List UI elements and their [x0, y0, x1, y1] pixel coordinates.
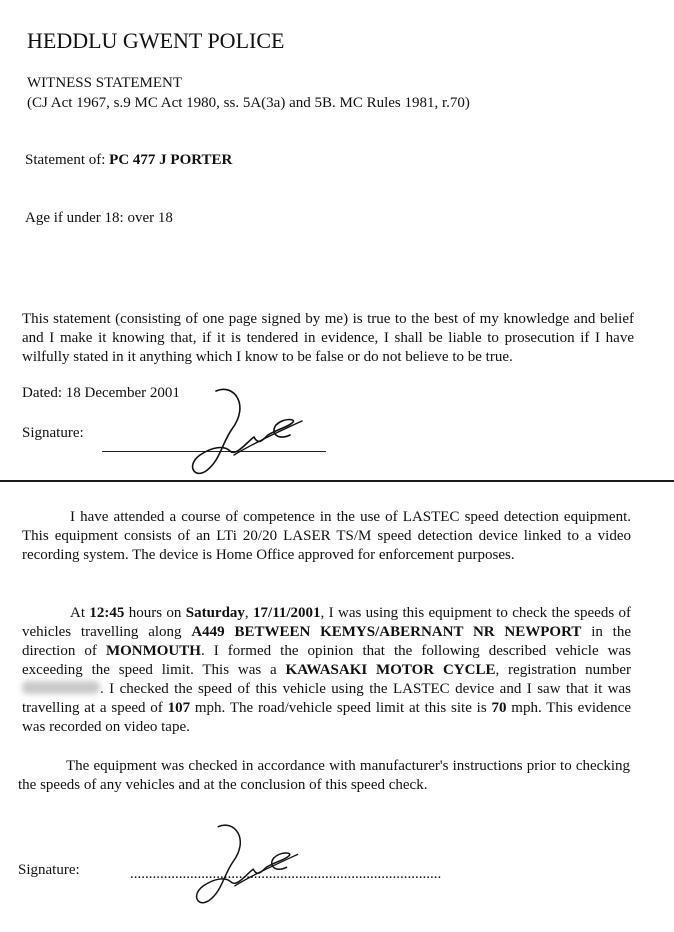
declaration-text: This statement (consisting of one page signed by me) is true to the best of my knowledge and belief and I make it knowing that, if it is tendered in evidence, I shall be liable to prosecution if I have wilfully stated in it anything which I know to be false or do not believe to be true.: [22, 311, 634, 365]
signature-bottom-dots: ...................................................................................: [130, 866, 442, 882]
dated-value: 18 December 2001: [65, 385, 180, 401]
speed-value: 107: [167, 700, 191, 716]
body-paragraph-3: The equipment was checked in accordance with manufacturer's instructions prior to checking the speeds of any vehicles and at the conclusion of this speed check.: [18, 758, 630, 793]
signature-top-mark: [180, 385, 310, 480]
direction-value: MONMOUTH: [105, 643, 201, 659]
section-divider: [0, 480, 674, 482]
legal-reference: (CJ Act 1967, s.9 MC Act 1980, ss. 5A(3a) and 5B. MC Rules 1981, r.70): [27, 95, 470, 111]
vehicle-value: KAWASAKI MOTOR CYCLE: [285, 662, 496, 678]
limit-value: 70: [491, 700, 507, 716]
signature-bottom-mark: [185, 820, 305, 910]
age-value: over 18: [127, 210, 173, 226]
statement-of-value: PC 477 J PORTER: [109, 152, 233, 168]
org-heading: HEDDLU GWENT POLICE: [27, 28, 285, 53]
time-value: 12:45: [89, 605, 125, 621]
date-value: 17/11/2001: [253, 605, 321, 621]
dated-label: Dated:: [22, 385, 62, 401]
body-paragraph-1: I have attended a course of competence in the use of LASTEC speed detection equipment. This equipment consists of an LTi 20/20 LASER TS/M speed detection device linked to a video recording system. The device is Home Office approved for enforcement purposes.: [22, 509, 631, 563]
form-title: WITNESS STATEMENT: [27, 75, 183, 91]
day-value: Saturday: [185, 605, 245, 621]
redacted-registration: [22, 681, 100, 694]
dated-row: [22, 385, 180, 402]
age-row: [25, 210, 173, 227]
body-paragraph-2: At 12:45 hours on Saturday, 17/11/2001, I was using this equipment to check the speeds of vehicles travelling along A449 BETWEEN KEMYS/ABERNANT NR NEWPORT in the direction of MONMOUTH. I formed the opinion that the following described vehicle was exceeding the speed limit. This was a KAWASAKI MOTOR CYCLE, registration number . I checked the speed of this vehicle using the LASTEC device and I saw that it was travelling at a speed of 107 mph. The road/vehicle speed limit at this site is 70 mph. This evidence was recorded on video tape.: [22, 605, 632, 735]
statement-of-label: Statement of:: [25, 152, 106, 168]
signature-top-label: Signature:: [22, 425, 84, 441]
statement-of-row: [25, 152, 232, 169]
signature-bottom-label: Signature:: [18, 862, 80, 878]
age-label: Age if under 18:: [25, 210, 124, 226]
road-value: A449 BETWEEN KEMYS/ABERNANT NR NEWPORT: [191, 624, 582, 640]
